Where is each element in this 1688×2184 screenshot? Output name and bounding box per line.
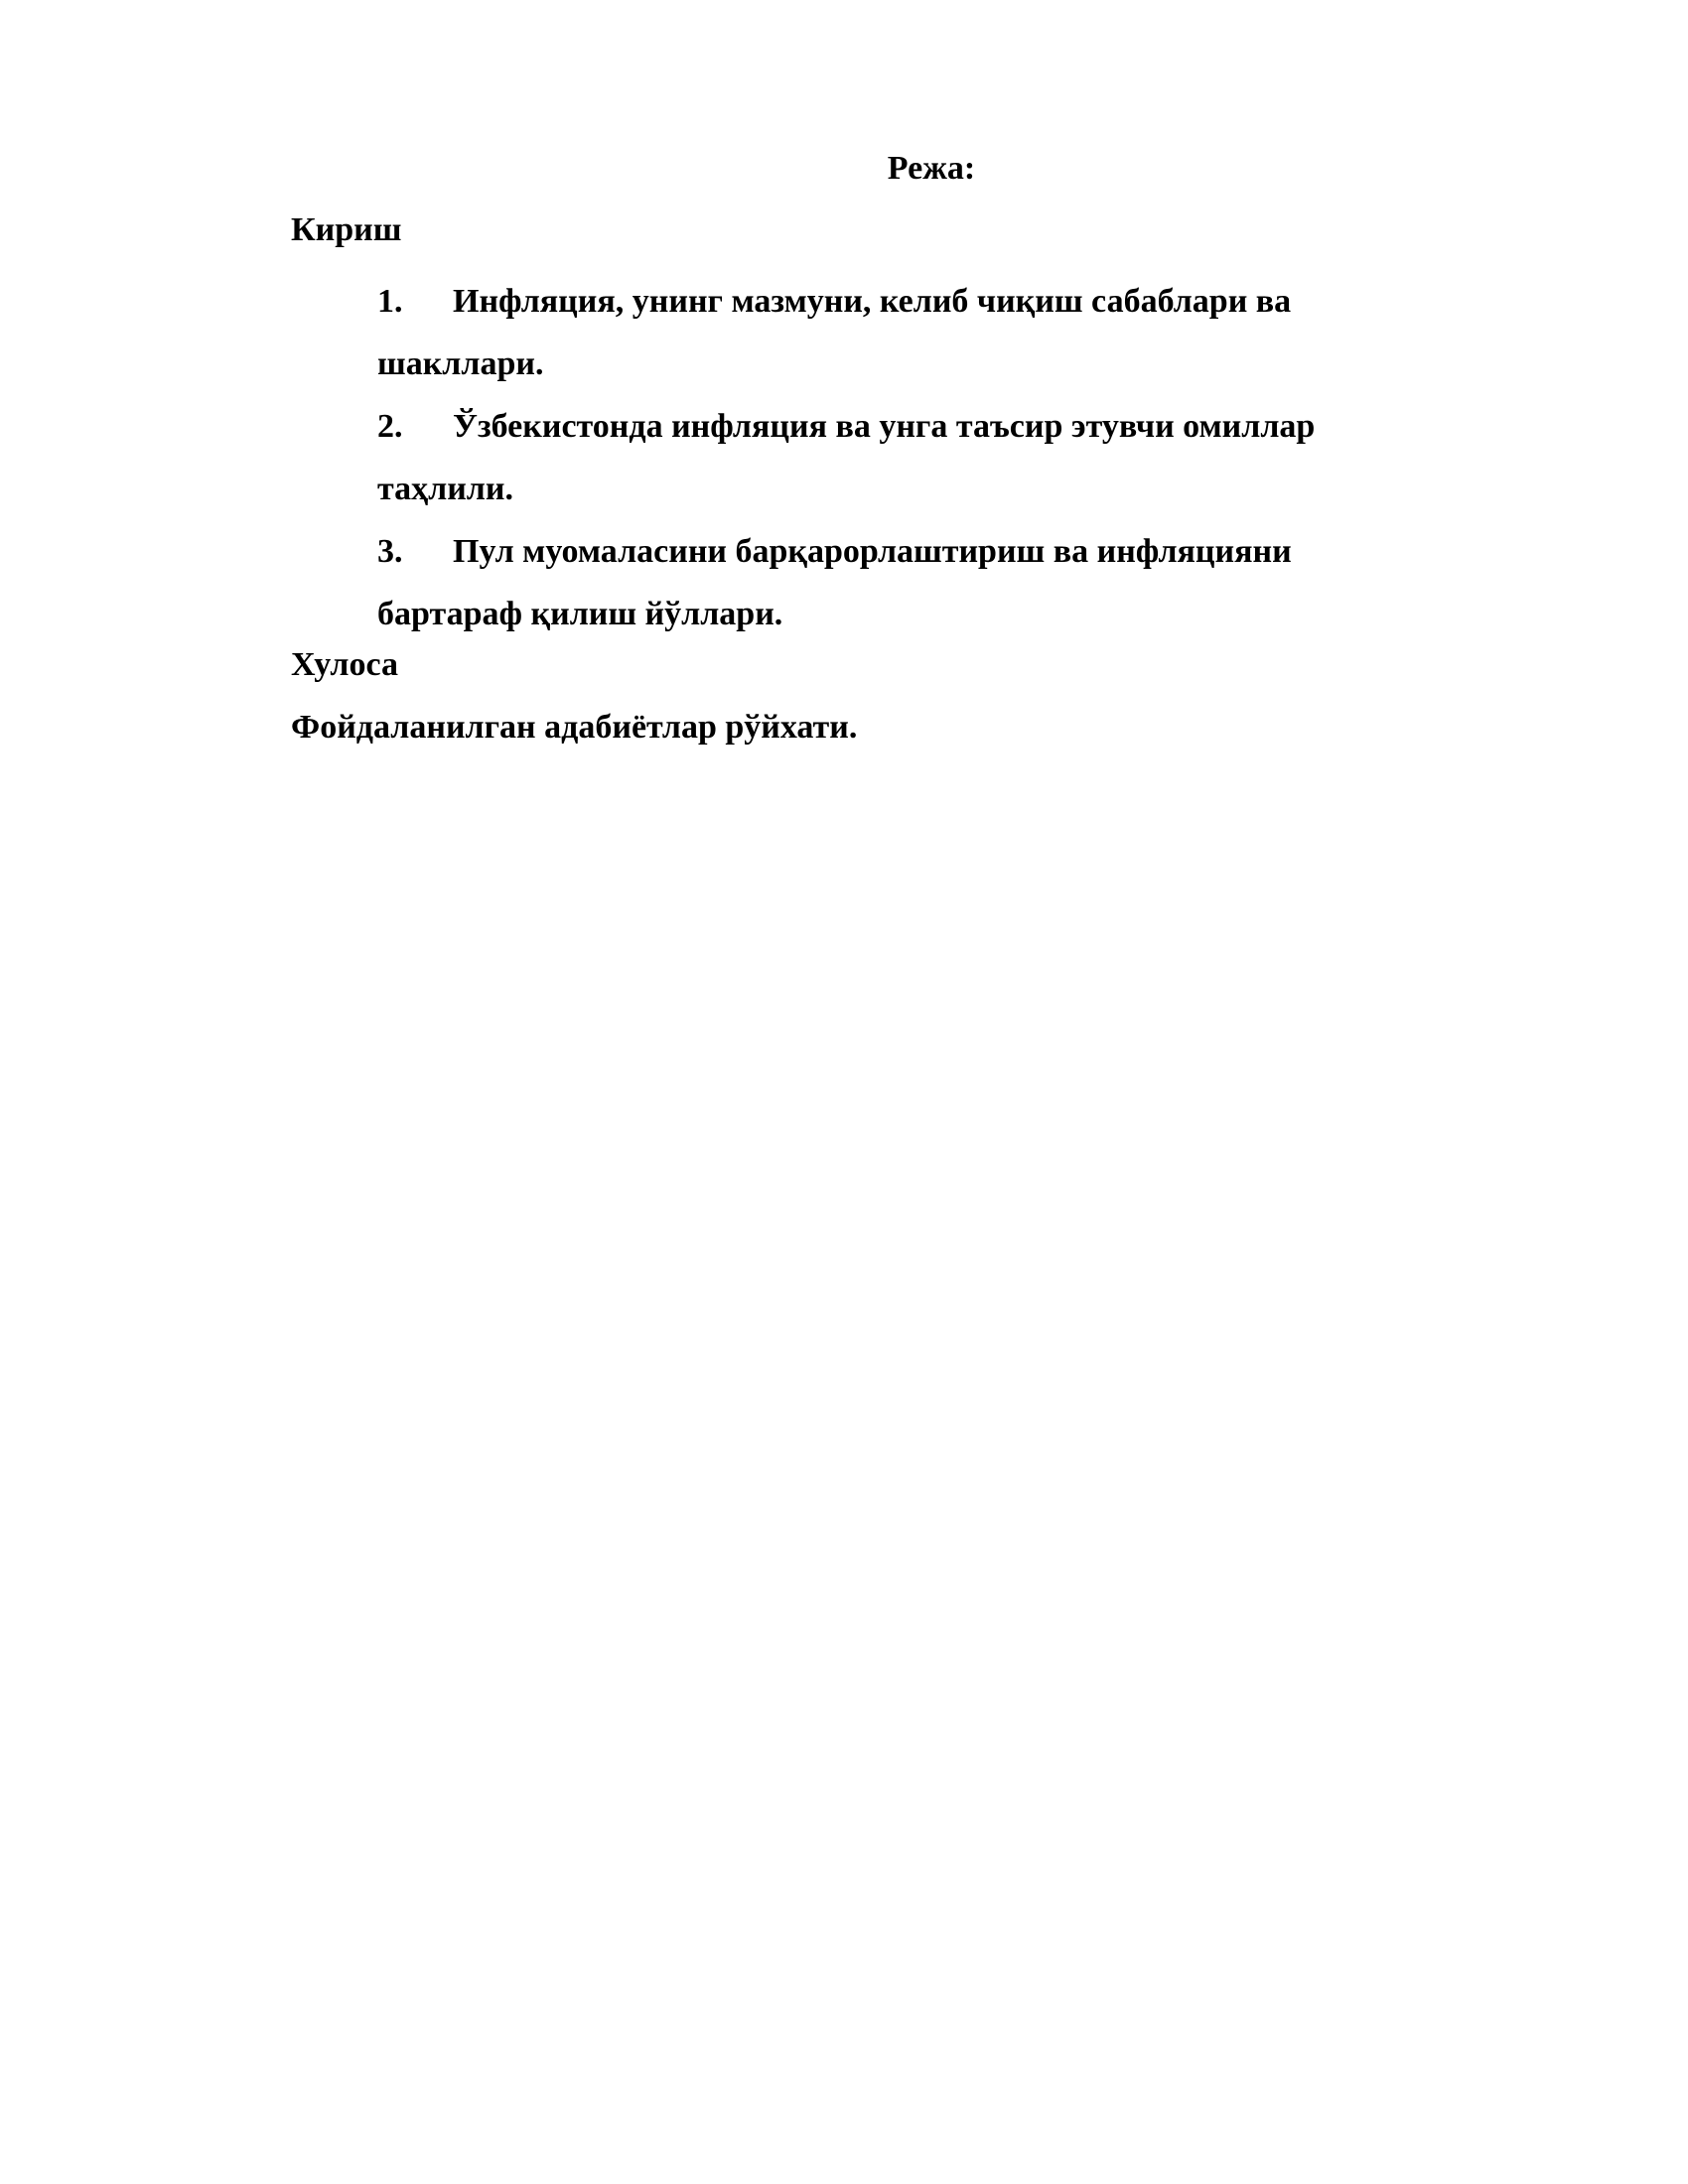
plan-item-text: Инфляция, унинг мазмуни, келиб чиқиш сабаблари ва шакллари. bbox=[377, 283, 1292, 382]
intro-heading: Кириш bbox=[291, 211, 402, 248]
plan-item-text: Ўзбекистонда инфляция ва унга таъсир этувчи омиллар таҳлили. bbox=[377, 408, 1316, 507]
page-title: Режа: bbox=[887, 150, 976, 187]
plan-item bbox=[377, 395, 1410, 520]
plan-item-number: 1. bbox=[377, 283, 403, 320]
references-heading: Фойдаланилган адабиётлар рўйхати. bbox=[291, 709, 858, 746]
plan-item bbox=[377, 270, 1410, 395]
conclusion-heading: Хулоса bbox=[291, 646, 398, 683]
plan-item bbox=[377, 520, 1410, 645]
plan-list bbox=[377, 270, 1410, 645]
plan-item-text: Пул муомаласини барқарорлаштириш ва инфляцияни бартараф қилиш йўллари. bbox=[377, 533, 1292, 632]
plan-item-number: 3. bbox=[377, 533, 403, 570]
plan-item-number: 2. bbox=[377, 408, 403, 445]
